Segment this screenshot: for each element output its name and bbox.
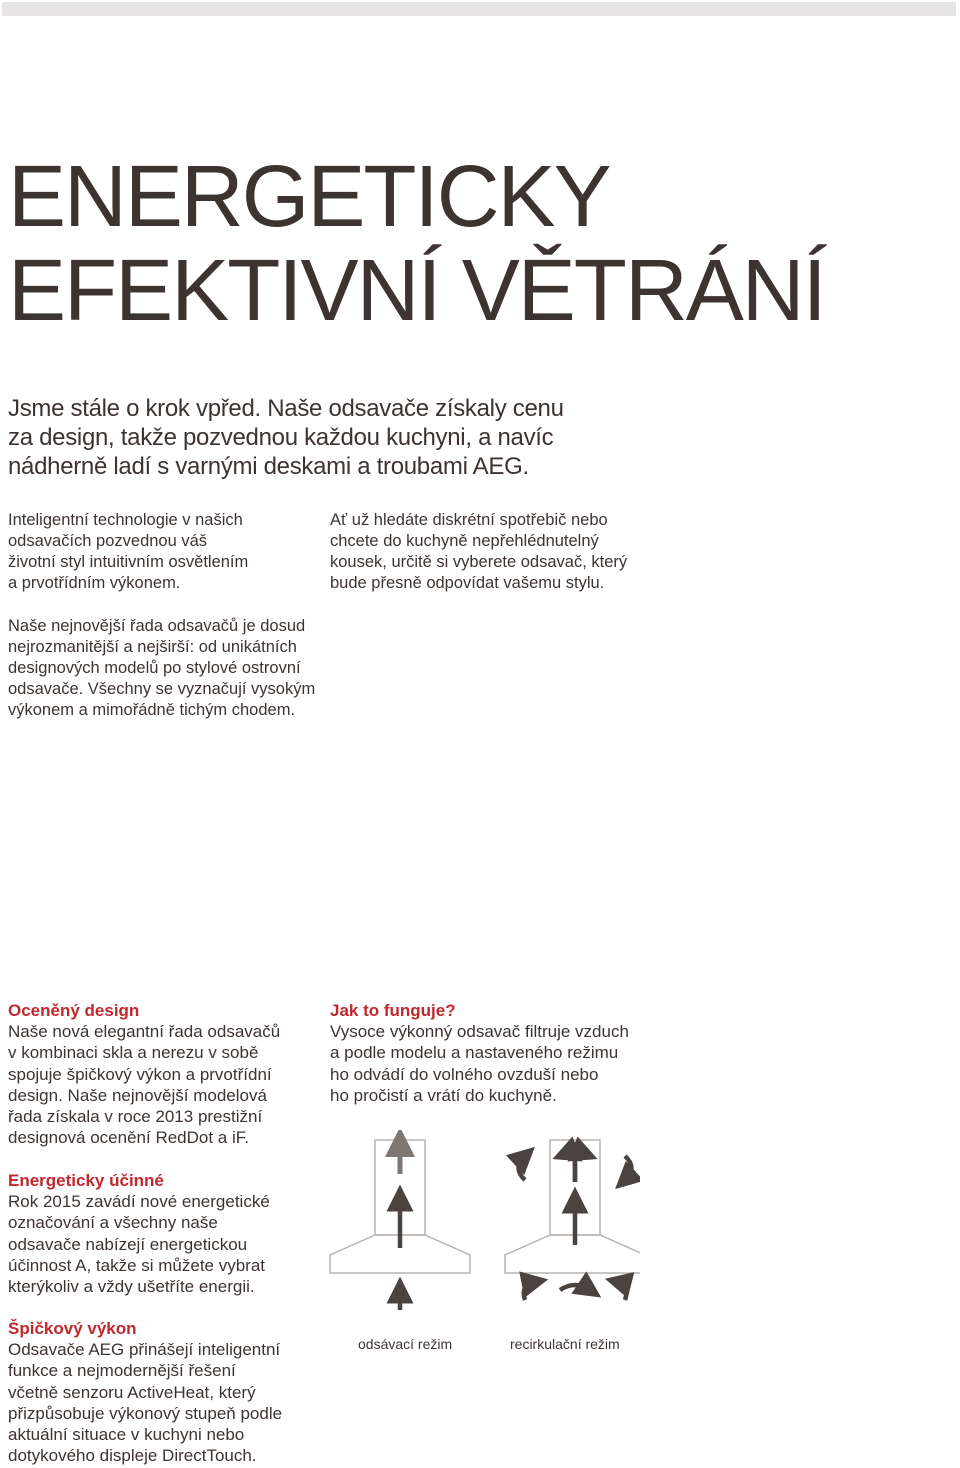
performance-line: Odsavače AEG přinášejí inteligentní: [8, 1340, 281, 1359]
intro-right-line: chcete do kuchyně nepřehlédnutelný: [330, 532, 599, 550]
energy-title: Energeticky účinné: [8, 1171, 164, 1190]
intro-right-paragraph: [330, 510, 627, 594]
recirc-right-arrow-icon: [575, 1153, 585, 1182]
extraction-hood: [330, 1140, 470, 1310]
energy-body: [8, 1191, 308, 1297]
how-section: [330, 1000, 670, 1106]
return-right-arrow-icon: [625, 1156, 632, 1180]
lead-line: za design, takže pozvednou každou kuchyni, a navíc: [8, 424, 554, 451]
page-title-line-1: ENERGETICKY: [8, 148, 610, 245]
performance-line: dotykového displeje DirectTouch.: [8, 1446, 257, 1466]
intro-right-line: kousek, určitě si vyberete odsavač, který: [330, 553, 628, 571]
bottom-left-arrow-icon: [524, 1282, 535, 1300]
how-line: ho odvádí do volného ovzduší nebo: [330, 1064, 599, 1084]
intro-left-line: Inteligentní technologie v našich: [8, 511, 243, 529]
how-body: [330, 1021, 670, 1106]
range-line: odsavače. Všechny se vyznačují vysokým: [8, 680, 316, 698]
design-line: Naše nová elegantní řada odsavačů: [8, 1022, 281, 1041]
top-bar: [0, 0, 960, 18]
design-body: [8, 1021, 308, 1149]
design-title: Oceněný design: [8, 1001, 140, 1020]
range-line: nejrozmanitější a nejširší: od unikátních: [8, 638, 297, 656]
performance-section: [8, 1318, 308, 1467]
energy-line: Rok 2015 zavádí nové energetické: [8, 1192, 270, 1211]
lead-line: Jsme stále o krok vpřed. Naše odsavače získaly cenu: [8, 395, 564, 422]
hood-canopy: [505, 1235, 640, 1273]
return-left-arrow-icon: [519, 1156, 526, 1180]
recirculation-hood: [505, 1140, 640, 1300]
intro-left-line: odsavačích pozvednou váš: [8, 532, 208, 550]
design-line: design. Naše nejnovější modelová: [8, 1085, 267, 1105]
range-line: Naše nejnovější řada odsavačů je dosud: [8, 617, 306, 635]
energy-line: označování a všechny naše: [8, 1213, 218, 1233]
performance-body: [8, 1339, 308, 1467]
intro-right-line: Ať už hledáte diskrétní spotřebič nebo: [330, 511, 608, 529]
lead-paragraph: [8, 394, 628, 481]
energy-line: účinnost A, takže si můžete vybrat: [8, 1255, 266, 1275]
performance-line: funkce a nejmodernější řešení: [8, 1361, 236, 1381]
recirculation-mode-caption: recirkulační režim: [510, 1336, 620, 1352]
airflow-diagram: [320, 1130, 640, 1320]
how-line: ho pročistí a vrátí do kuchyně.: [330, 1085, 557, 1105]
design-line: spojuje špičkový výkon a prvotřídní: [8, 1064, 272, 1084]
design-line: designová ocenění RedDot a iF.: [8, 1128, 249, 1148]
performance-line: přizpůsobuje výkonový stupeň podle: [8, 1403, 283, 1423]
how-line: a podle modelu a nastaveného režimu: [330, 1043, 619, 1063]
page-title: [8, 150, 825, 338]
page-title-line-2: EFEKTIVNÍ VĚTRÁNÍ: [8, 242, 825, 339]
performance-line: aktuální situace v kuchyni nebo: [8, 1425, 245, 1445]
intro-left-paragraph: [8, 510, 248, 594]
performance-title: Špičkový výkon: [8, 1319, 137, 1338]
how-title: Jak to funguje?: [330, 1001, 456, 1020]
top-bar-strip: [2, 2, 956, 16]
lead-line: nádherně ladí s varnými deskami a troubami AEG.: [8, 453, 529, 480]
range-line: výkonem a mimořádně tichým chodem.: [8, 701, 296, 719]
design-line: řada získala v roce 2013 prestižní: [8, 1107, 263, 1127]
design-line: v kombinaci skla a nerezu v sobě: [8, 1043, 259, 1063]
design-section: [8, 1000, 308, 1149]
energy-line: kterýkoliv a vždy ušetříte energii.: [8, 1277, 255, 1297]
performance-line: včetně senzoru ActiveHeat, který: [8, 1382, 256, 1402]
intro-right-line: bude přesně odpovídat vašemu stylu.: [330, 574, 605, 592]
range-paragraph: [8, 616, 315, 721]
intro-left-line: životní styl intuitivním osvětlením: [8, 553, 249, 571]
bottom-middle-arrow-icon: [560, 1285, 590, 1290]
how-line: Vysoce výkonný odsavač filtruje vzduch: [330, 1022, 629, 1041]
extraction-mode-caption: odsávací režim: [358, 1336, 453, 1352]
range-line: designových modelů po stylové ostrovní: [8, 659, 301, 677]
energy-section: [8, 1170, 308, 1297]
intro-left-line: a prvotřídním výkonem.: [8, 574, 181, 592]
energy-line: odsavače nabízejí energetickou: [8, 1234, 248, 1254]
bottom-right-arrow-icon: [618, 1282, 626, 1300]
